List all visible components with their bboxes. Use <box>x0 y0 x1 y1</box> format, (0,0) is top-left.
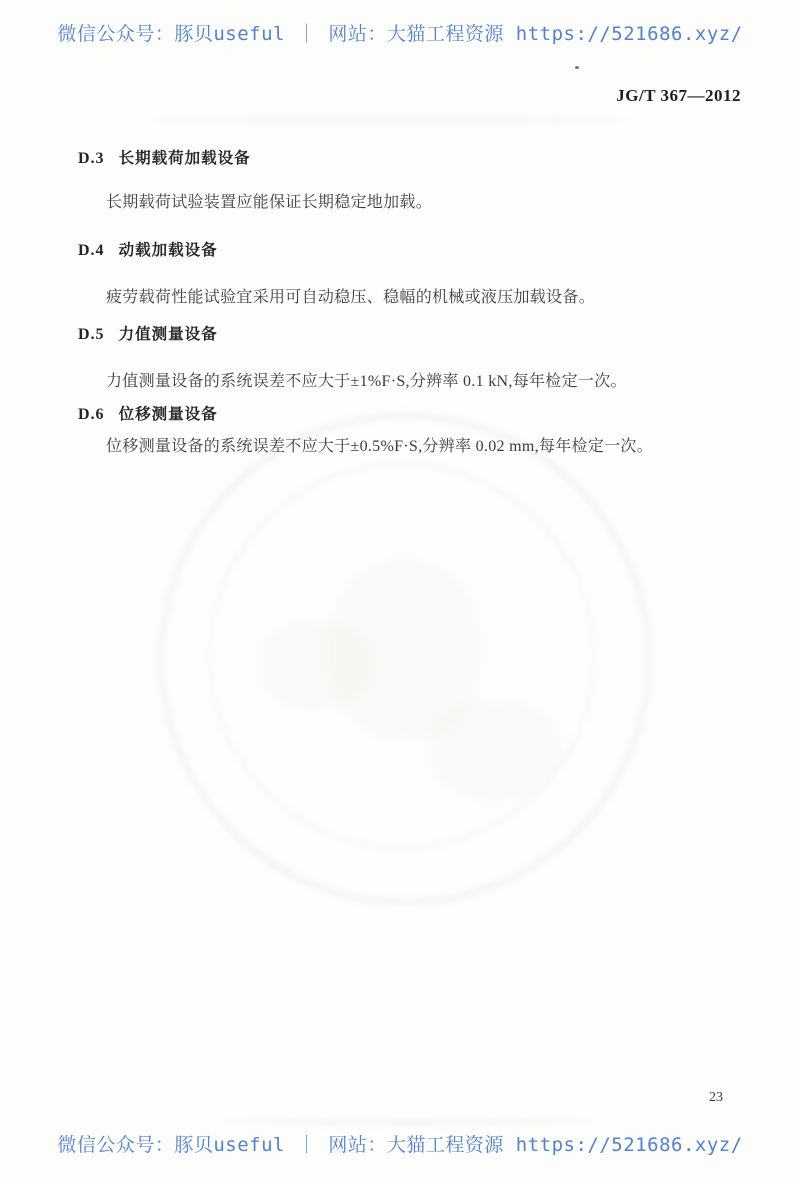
faint-stamp-watermark <box>260 620 370 710</box>
watermark-top: 微信公众号：豚贝useful ｜ 网站：大猫工程资源 https://521686.xyz/ <box>57 23 743 45</box>
section-heading <box>78 146 251 168</box>
section-body: 力值测量设备的系统误差不应大于±1%F·S,分辨率 0.1 kN,每年检定一次。 <box>106 373 627 390</box>
section-body: 长期载荷试验装置应能保证长期稳定地加载。 <box>106 194 433 211</box>
scan-smudge <box>220 1118 600 1125</box>
scan-speck <box>575 66 579 69</box>
section-body: 位移测量设备的系统误差不应大于±0.5%F·S,分辨率 0.02 mm,每年检定一次。 <box>106 438 654 455</box>
watermark-bottom: 微信公众号：豚贝useful ｜ 网站：大猫工程资源 https://521686.xyz/ <box>57 1134 743 1156</box>
section-heading <box>78 238 218 260</box>
section-title: 长期载荷加载设备 <box>118 150 251 167</box>
section-heading <box>78 402 218 424</box>
section-body: 疲劳载荷性能试验宜采用可自动稳压、稳幅的机械或液压加载设备。 <box>106 289 596 306</box>
section-title: 动载加载设备 <box>118 242 218 259</box>
faint-stamp-watermark <box>430 700 560 800</box>
scan-smudge <box>150 116 630 124</box>
section-id: D.5 <box>78 326 105 343</box>
section-id: D.6 <box>78 406 105 423</box>
standard-number: JG/T 367—2012 <box>616 86 741 105</box>
section-title: 力值测量设备 <box>118 326 218 343</box>
section-heading <box>78 322 218 344</box>
section-id: D.3 <box>78 150 105 167</box>
section-id: D.4 <box>78 242 105 259</box>
section-title: 位移测量设备 <box>118 406 218 423</box>
page-number: 23 <box>709 1090 723 1105</box>
